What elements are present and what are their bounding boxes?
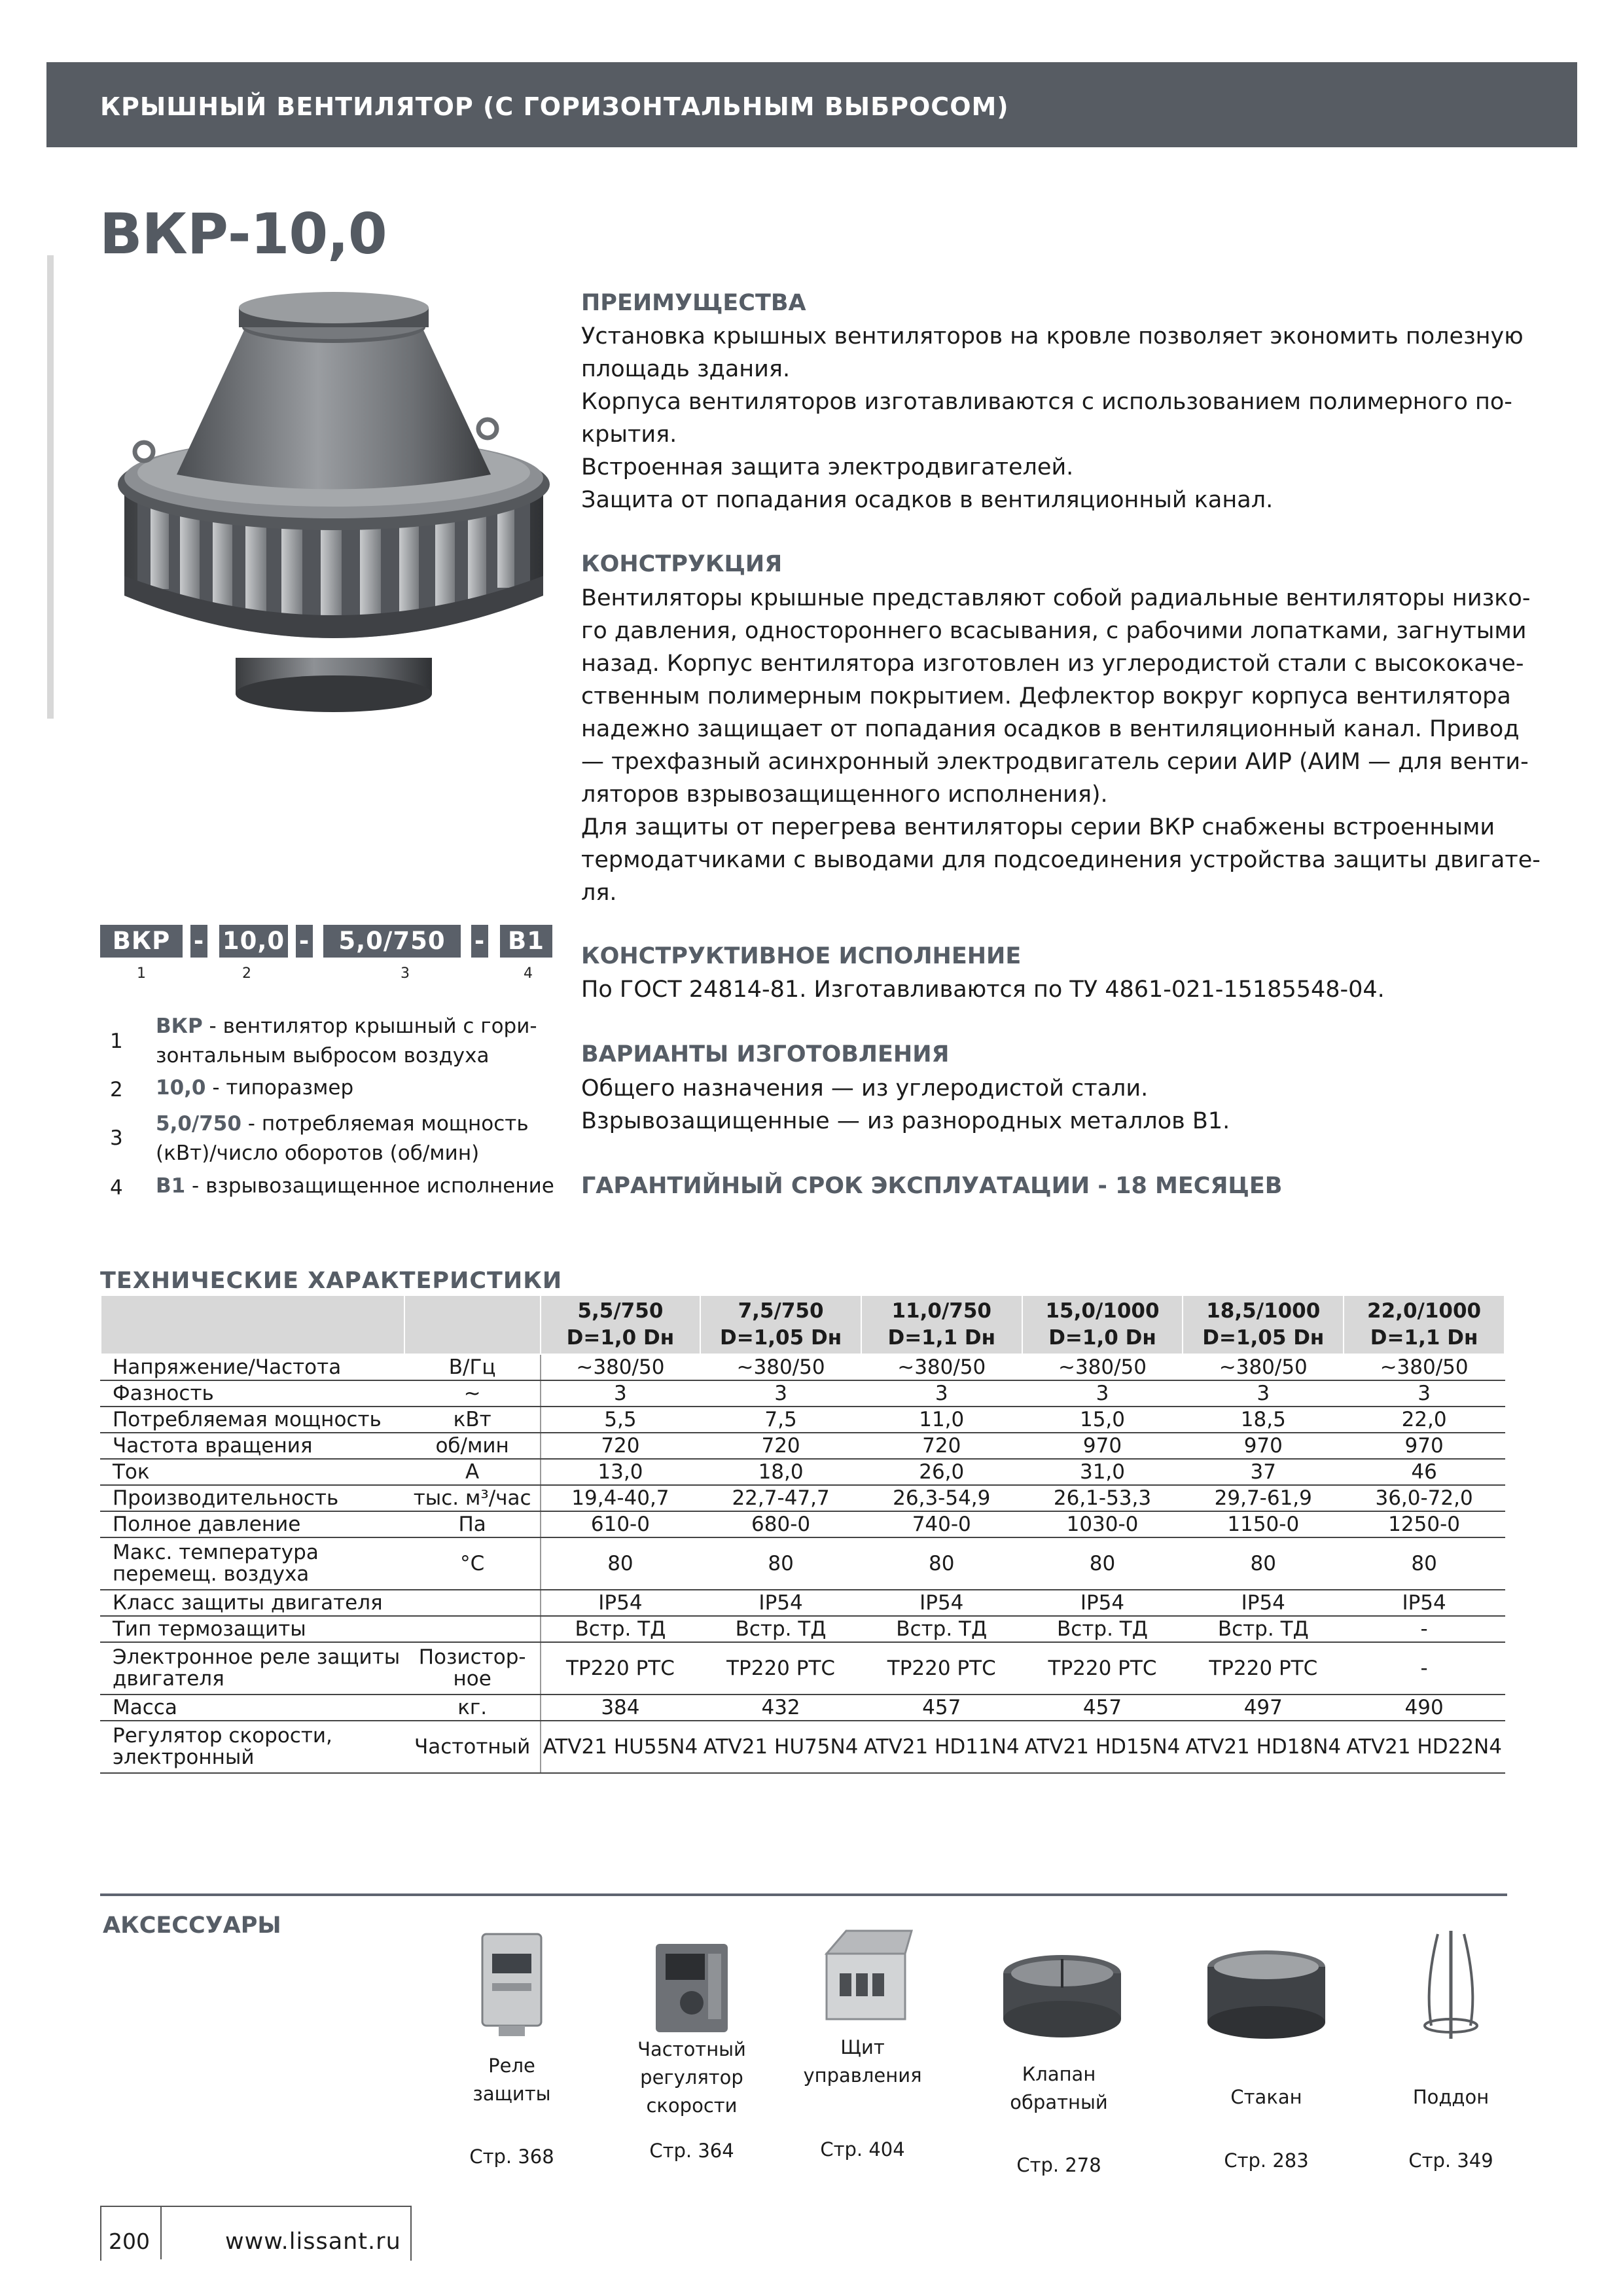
specs-row [101,1590,1505,1616]
specs-value-cell: ТР220 РТС [700,1642,861,1695]
specs-value-cell: 80 [700,1537,861,1590]
specs-value-cell: 680-0 [700,1511,861,1537]
specs-unit-cell: °С [404,1537,541,1590]
accessory-label: обратный [1010,2091,1108,2113]
specs-value-cell: 18,5 [1183,1407,1344,1433]
specs-value-cell: 80 [861,1537,1022,1590]
specs-param-cell: Потребляемая мощность [101,1407,404,1433]
specs-row [101,1485,1505,1511]
design-text [581,973,1385,1006]
text-line: надежно защищает от попадания осадков в вентиляционный канал. Привод [581,716,1520,742]
text-line: Вентиляторы крышные представляют собой радиальные вентиляторы низко- [581,585,1531,611]
specs-row [101,1407,1505,1433]
code-number: 2 [242,965,251,982]
specs-column-header: 18,5/1000 D=1,05 Dн [1183,1295,1344,1354]
specs-param-cell: Класс защиты двигателя [101,1590,404,1616]
specs-row [101,1642,1505,1695]
mounting-sleeve-icon [1201,1947,1332,2045]
specs-value-cell: 22,7-47,7 [700,1485,861,1511]
specs-unit-cell: А [404,1459,541,1485]
accessory-page: Стр. 368 [469,2145,554,2168]
specs-row [101,1511,1505,1537]
specs-header-param [101,1295,404,1354]
specs-param-cell: Масса [101,1695,404,1721]
text-line: Для защиты от перегрева вентиляторы серии ВКР снабжены встроенными [581,814,1495,840]
accessory-label: Поддон [1412,2086,1489,2108]
specs-header-unit [404,1295,541,1354]
specs-value-cell: ~380/50 [1022,1354,1183,1380]
specs-value-cell: - [1344,1616,1505,1642]
specs-unit-cell [404,1590,541,1616]
accessory-label: защиты [473,2083,551,2105]
specs-value-cell: ATV21 HU75N4 [700,1721,861,1773]
specs-value-cell: 80 [1183,1537,1344,1590]
specs-value-cell: 31,0 [1022,1459,1183,1485]
relay-icon [463,1928,561,2039]
legend-number: 3 [110,1126,123,1150]
specs-value-cell: Встр. ТД [541,1616,701,1642]
warranty-title: ГАРАНТИЙНЫЙ СРОК ЭКСПЛУАТАЦИИ - 18 МЕСЯЦЕВ [581,1173,1283,1199]
specs-value-cell: ТР220 РТС [541,1642,701,1695]
accessory-page: Стр. 364 [649,2140,734,2162]
specs-value-cell: 970 [1344,1433,1505,1459]
text-line: ля. [581,880,617,906]
specs-value-cell: ATV21 HD18N4 [1183,1721,1344,1773]
footer-separator [160,2206,162,2259]
legend-item [156,1109,529,1168]
text-line: По ГОСТ 24814-81. Изготавливаются по ТУ 4861-021-15185548-04. [581,977,1385,1003]
specs-value-cell: ATV21 HU55N4 [541,1721,701,1773]
specs-value-cell: 3 [1344,1380,1505,1407]
site-url: www.lissant.ru [225,2229,401,2255]
code-dash: - [296,925,313,958]
accessory-label: Щит [840,2036,885,2058]
specs-row [101,1433,1505,1459]
legend-key: 5,0/750 [156,1112,241,1136]
accessory-label: управления [803,2064,922,2087]
specs-value-cell: ATV21 HD15N4 [1022,1721,1183,1773]
code-number: 4 [524,965,533,982]
specs-unit-cell: В/Гц [404,1354,541,1380]
specs-value-cell: Встр. ТД [700,1616,861,1642]
specs-column-header: 5,5/750 D=1,0 Dн [541,1295,701,1354]
specs-param-cell: Электронное реле защиты двигателя [101,1642,404,1695]
specs-value-cell: 497 [1183,1695,1344,1721]
specs-value-cell: 19,4-40,7 [541,1485,701,1511]
specs-param-cell: Макс. температура перемещ. воздуха [101,1537,404,1590]
specs-value-cell: 720 [861,1433,1022,1459]
text-line: Защита от попадания осадков в вентиляционный канал. [581,487,1274,513]
text-line: термодатчиками с выводами для подсоединения устройства защиты двигате- [581,847,1541,873]
specs-column-header: 11,0/750 D=1,1 Dн [861,1295,1022,1354]
variants-text [581,1072,1230,1138]
specs-value-cell: ТР220 РТС [1022,1642,1183,1695]
specs-unit-cell: Частотный [404,1721,541,1773]
text-line: — трехфазный асинхронный электродвигатель серии АИР (АИМ — для венти- [581,749,1529,775]
code-dash: - [190,925,207,958]
specs-value-cell: 457 [1022,1695,1183,1721]
text-line: Встроенная защита электродвигателей. [581,454,1074,480]
specs-value-cell: IP54 [700,1590,861,1616]
legend-number: 4 [110,1176,123,1200]
specs-value-cell: 490 [1344,1695,1505,1721]
specs-value-cell: ATV21 HD22N4 [1344,1721,1505,1773]
design-title: КОНСТРУКТИВНОЕ ИСПОЛНЕНИЕ [581,943,1022,969]
accessories-title: АКСЕССУАРЫ [103,1912,281,1939]
specs-value-cell: 29,7-61,9 [1183,1485,1344,1511]
specs-value-cell: ~380/50 [861,1354,1022,1380]
side-rule [47,255,54,719]
accessories-divider [100,1893,1507,1896]
specs-column-header: 15,0/1000 D=1,0 Dн [1022,1295,1183,1354]
accessory-label: скорости [646,2094,738,2117]
text-line: Корпуса вентиляторов изготавливаются с использованием полимерного по- [581,389,1512,415]
model-title: ВКР-10,0 [99,202,387,267]
text-line: крытия. [581,422,677,448]
specs-value-cell: IP54 [1183,1590,1344,1616]
specs-param-cell: Частота вращения [101,1433,404,1459]
specs-value-cell: ~380/50 [1183,1354,1344,1380]
accessory-page: Стр. 278 [1016,2154,1101,2176]
specs-row [101,1537,1505,1590]
specs-value-cell: 610-0 [541,1511,701,1537]
specs-value-cell: 26,3-54,9 [861,1485,1022,1511]
header-title: КРЫШНЫЙ ВЕНТИЛЯТОР (С ГОРИЗОНТАЛЬНЫМ ВЫБРОСОМ) [100,92,1009,121]
specs-row [101,1721,1505,1773]
specs-row [101,1459,1505,1485]
specs-value-cell: 740-0 [861,1511,1022,1537]
text-line: го давления, одностороннего всасывания, с рабочими лопатками, загнутыми [581,618,1527,644]
code-box-power: 5,0/750 [323,925,461,958]
specs-column-header: 22,0/1000 D=1,1 Dн [1344,1295,1505,1354]
tray-icon [1408,1928,1493,2045]
code-dash: - [471,925,488,958]
construction-text [581,582,1541,909]
specs-row [101,1695,1505,1721]
specs-value-cell: 18,0 [700,1459,861,1485]
text-line: Общего назначения — из углеродистой стали. [581,1075,1149,1102]
text-line: ственным полимерным покрытием. Дефлектор вокруг корпуса вентилятора [581,683,1511,709]
specs-value-cell: 432 [700,1695,861,1721]
advantages-title: ПРЕИМУЩЕСТВА [581,290,806,316]
specs-param-cell: Производительность [101,1485,404,1511]
text-line: ляторов взрывозащищенного исполнения). [581,781,1108,808]
legend-text: - вентилятор крышный с гори- [202,1014,537,1038]
specs-unit-cell: ~ [404,1380,541,1407]
specs-value-cell: Встр. ТД [861,1616,1022,1642]
construction-title: КОНСТРУКЦИЯ [581,551,783,577]
specs-unit-cell: кВт [404,1407,541,1433]
specs-value-cell: 37 [1183,1459,1344,1485]
text-line: площадь здания. [581,356,791,382]
text-line: назад. Корпус вентилятора изготовлен из углеродистой стали с высококаче- [581,651,1524,677]
specs-row [101,1354,1505,1380]
specs-value-cell: 720 [541,1433,701,1459]
specs-value-cell: 80 [541,1537,701,1590]
specs-value-cell: 15,0 [1022,1407,1183,1433]
specs-value-cell: Встр. ТД [1022,1616,1183,1642]
legend-item [156,1012,537,1071]
legend-key: ВКР [156,1014,203,1038]
check-valve-icon [997,1947,1128,2045]
specs-unit-cell: Позистор-ное [404,1642,541,1695]
legend-number: 1 [110,1030,123,1053]
specs-value-cell: 970 [1022,1433,1183,1459]
specs-value-cell: 7,5 [700,1407,861,1433]
specs-value-cell: ~380/50 [541,1354,701,1380]
specs-value-cell: ТР220 РТС [861,1642,1022,1695]
frequency-drive-icon [643,1941,741,2039]
specs-param-cell: Полное давление [101,1511,404,1537]
specs-value-cell: 3 [700,1380,861,1407]
legend-text: - взрывозащищенное исполнение [185,1174,554,1198]
page-number: 200 [109,2229,150,2254]
specs-body [101,1354,1505,1773]
specs-value-cell: ~380/50 [1344,1354,1505,1380]
specs-value-cell: 1250-0 [1344,1511,1505,1537]
roof-fan-photo [105,288,563,733]
specs-unit-cell: Па [404,1511,541,1537]
header-bar [46,62,1577,147]
code-number: 1 [137,965,146,982]
legend-text: (кВт)/число оборотов (об/мин) [156,1141,480,1165]
specs-value-cell: ~380/50 [700,1354,861,1380]
legend-number: 2 [110,1078,123,1102]
code-box-size: 10,0 [219,925,288,958]
specs-param-cell: Напряжение/Частота [101,1354,404,1380]
specs-value-cell: 13,0 [541,1459,701,1485]
specs-value-cell: 3 [541,1380,701,1407]
specs-value-cell: 970 [1183,1433,1344,1459]
specs-param-cell: Тип термозащиты [101,1616,404,1642]
specs-value-cell: 46 [1344,1459,1505,1485]
specs-param-cell: Ток [101,1459,404,1485]
specs-value-cell: 3 [861,1380,1022,1407]
specs-value-cell: 26,0 [861,1459,1022,1485]
code-box-execution: В1 [500,925,552,958]
specs-param-cell: Регулятор скорости, электронный [101,1721,404,1773]
specs-value-cell: ТР220 РТС [1183,1642,1344,1695]
legend-text: - типоразмер [205,1076,354,1100]
legend-item [156,1073,353,1103]
specs-value-cell: 720 [700,1433,861,1459]
specs-param-cell: Фазность [101,1380,404,1407]
accessory-page: Стр. 283 [1224,2149,1309,2172]
specs-unit-cell: кг. [404,1695,541,1721]
specs-row [101,1380,1505,1407]
legend-key: 10,0 [156,1076,206,1100]
specs-value-cell: 1150-0 [1183,1511,1344,1537]
specs-unit-cell [404,1616,541,1642]
legend-text: зонтальным выбросом воздуха [156,1044,490,1067]
specs-value-cell: IP54 [1022,1590,1183,1616]
text-line: Установка крышных вентиляторов на кровле позволяет экономить полезную [581,323,1524,350]
accessory-label: Клапан [1022,2063,1096,2085]
legend-text: - потребляемая мощность [241,1112,529,1136]
accessory-label: Реле [488,2054,535,2077]
text-line: Взрывозащищенные — из разнородных металлов В1. [581,1108,1230,1134]
accessory-page: Стр. 404 [820,2138,905,2161]
specs-table [100,1295,1505,1774]
specs-value-cell: 22,0 [1344,1407,1505,1433]
specs-value-cell: 384 [541,1695,701,1721]
specs-unit-cell: тыс. м³/час [404,1485,541,1511]
specs-value-cell: 5,5 [541,1407,701,1433]
legend-item [156,1172,554,1201]
control-panel-icon [813,1928,918,2026]
specs-value-cell: 36,0-72,0 [1344,1485,1505,1511]
specs-column-header: 7,5/750 D=1,05 Dн [700,1295,861,1354]
specs-value-cell: IP54 [861,1590,1022,1616]
specs-value-cell: 80 [1022,1537,1183,1590]
specs-value-cell: IP54 [541,1590,701,1616]
specs-value-cell: - [1344,1642,1505,1695]
specs-value-cell: 3 [1022,1380,1183,1407]
accessory-page: Стр. 349 [1408,2149,1493,2172]
specs-title: ТЕХНИЧЕСКИЕ ХАРАКТЕРИСТИКИ [100,1268,563,1294]
accessory-label: регулятор [640,2066,743,2089]
specs-value-cell: IP54 [1344,1590,1505,1616]
specs-value-cell: 26,1-53,3 [1022,1485,1183,1511]
specs-value-cell: 1030-0 [1022,1511,1183,1537]
specs-unit-cell: об/мин [404,1433,541,1459]
specs-value-cell: 3 [1183,1380,1344,1407]
specs-row [101,1616,1505,1642]
code-number: 3 [401,965,410,982]
specs-value-cell: 11,0 [861,1407,1022,1433]
advantages-text [581,320,1524,516]
accessory-label: Стакан [1230,2086,1302,2108]
specs-value-cell: ATV21 HD11N4 [861,1721,1022,1773]
variants-title: ВАРИАНТЫ ИЗГОТОВЛЕНИЯ [581,1041,950,1067]
specs-value-cell: 80 [1344,1537,1505,1590]
specs-header-row [101,1295,1505,1354]
accessory-label: Частотный [637,2038,746,2060]
legend-key: В1 [156,1174,186,1198]
code-box-series: ВКР [100,925,183,958]
specs-value-cell: 457 [861,1695,1022,1721]
specs-value-cell: Встр. ТД [1183,1616,1344,1642]
